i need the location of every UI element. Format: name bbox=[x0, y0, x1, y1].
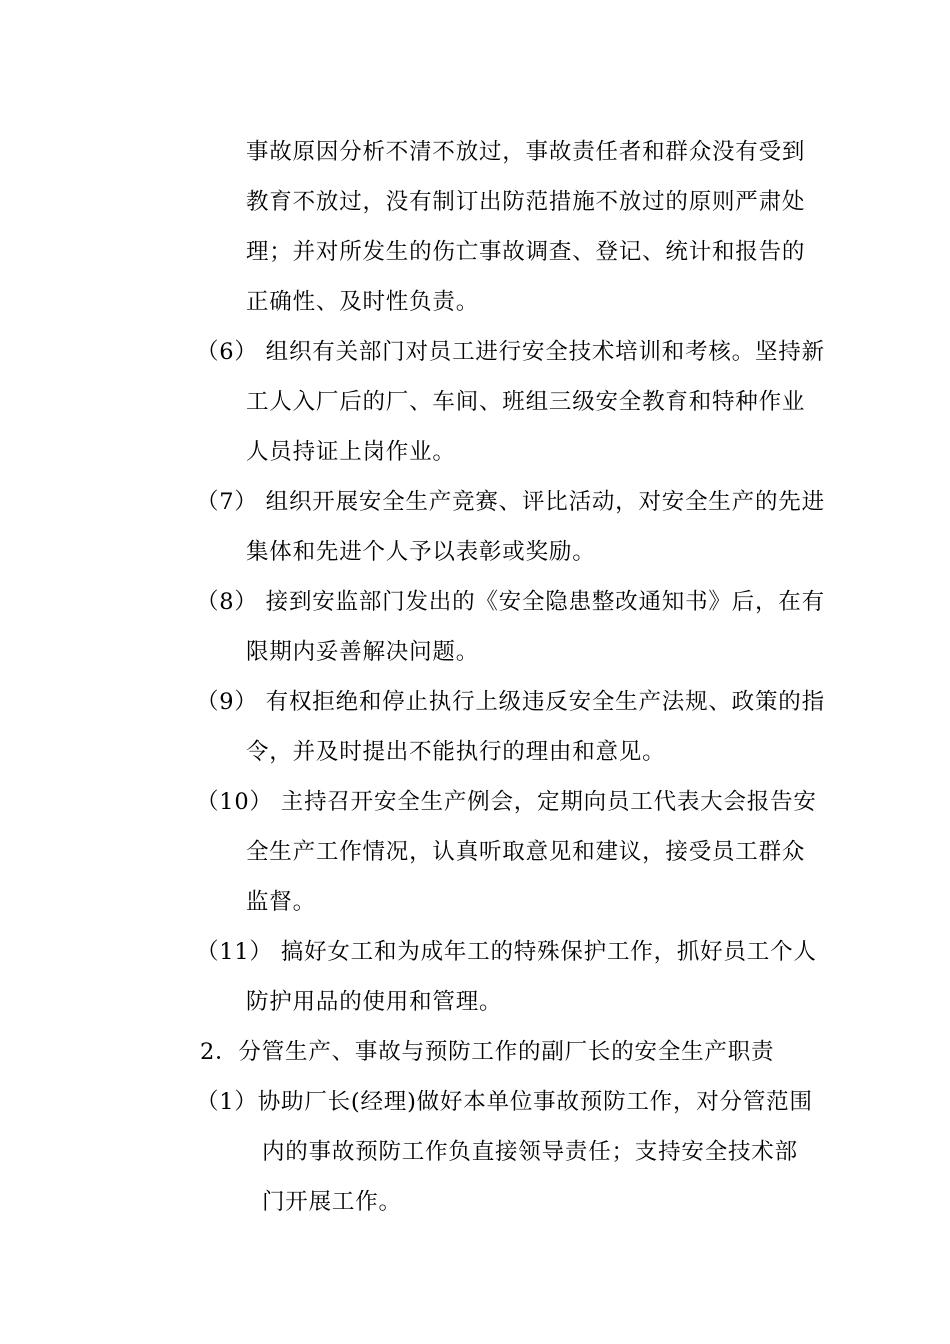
text-line: 工人入厂后的厂、车间、班组三级安全教育和特种作业 bbox=[246, 389, 806, 415]
list-item-10-line: （10） 主持召开安全生产例会，定期向员工代表大会报告安 bbox=[196, 789, 817, 815]
text-line: 教育不放过，没有制订出防范措施不放过的原则严肃处 bbox=[246, 189, 806, 215]
text-line: 人员持证上岗作业。 bbox=[246, 439, 456, 465]
text-line: 正确性、及时性负责。 bbox=[246, 289, 480, 315]
section-heading: 2．分管生产、事故与预防工作的副厂长的安全生产职责 bbox=[200, 1039, 775, 1065]
text-line: 全生产工作情况，认真听取意见和建议，接受员工群众 bbox=[246, 839, 806, 865]
list-item-7-line: （7） 组织开展安全生产竞赛、评比活动，对安全生产的先进 bbox=[196, 489, 825, 515]
text-line: 防护用品的使用和管理。 bbox=[246, 989, 503, 1015]
text-line: 限期内妥善解决问题。 bbox=[246, 639, 480, 665]
text-line: 理；并对所发生的伤亡事故调查、登记、统计和报告的 bbox=[246, 239, 806, 265]
text-line: 集体和先进个人予以表彰或奖励。 bbox=[246, 539, 596, 565]
text-line: 事故原因分析不清不放过，事故责任者和群众没有受到 bbox=[246, 139, 806, 165]
list-item-1-line: （1）协助厂长(经理)做好本单位事故预防工作，对分管范围 bbox=[196, 1089, 813, 1115]
text-line: 内的事故预防工作负直接领导责任；支持安全技术部 bbox=[262, 1139, 798, 1165]
list-item-11-line: （11） 搞好女工和为成年工的特殊保护工作，抓好员工个人 bbox=[196, 939, 817, 965]
list-item-9-line: （9） 有权拒绝和停止执行上级违反安全生产法规、政策的指 bbox=[196, 689, 825, 715]
list-item-8-line: （8） 接到安监部门发出的《安全隐患整改通知书》后，在有 bbox=[196, 589, 825, 615]
text-line: 令，并及时提出不能执行的理由和意见。 bbox=[246, 739, 666, 765]
list-item-6-line: （6） 组织有关部门对员工进行安全技术培训和考核。坚持新 bbox=[196, 339, 825, 365]
text-line: 监督。 bbox=[246, 889, 316, 915]
text-line: 门开展工作。 bbox=[262, 1189, 402, 1215]
